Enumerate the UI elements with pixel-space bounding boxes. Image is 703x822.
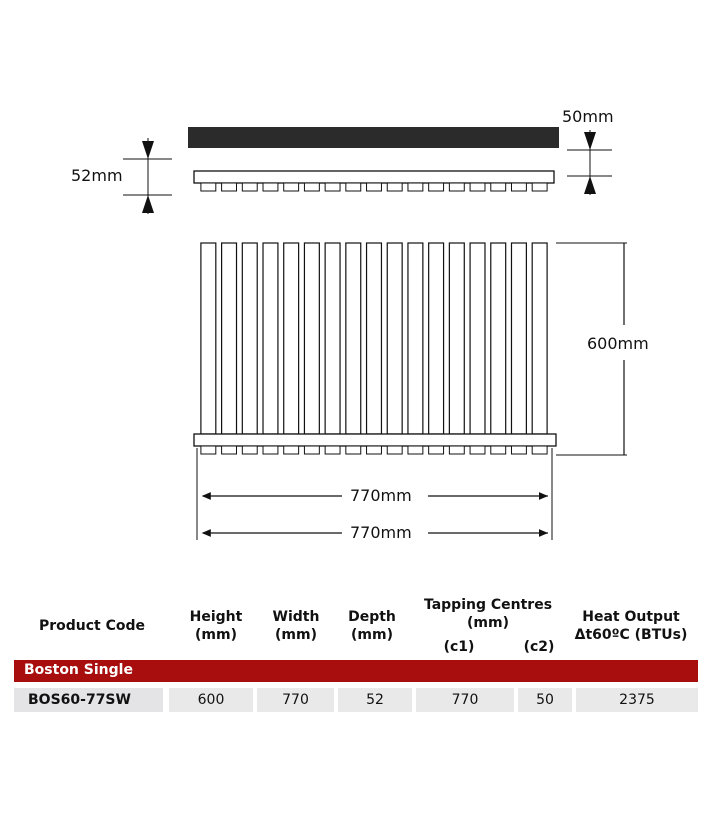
cell-height: 600: [169, 688, 253, 712]
arrow-down-icon: [584, 132, 596, 150]
width-label: 770mm: [350, 523, 412, 542]
front-tube: [470, 243, 485, 434]
header-width-title: Width: [272, 609, 320, 625]
top-tube: [263, 183, 278, 191]
tube-foot: [491, 446, 506, 454]
front-tube: [284, 243, 299, 434]
tube-foot: [449, 446, 464, 454]
top-tube: [242, 183, 257, 191]
tube-foot: [511, 446, 526, 454]
front-view-feet: [201, 446, 547, 454]
top-tube: [222, 183, 237, 191]
front-view-tubes: [201, 243, 547, 434]
tube-foot: [263, 446, 278, 454]
top-tube: [284, 183, 299, 191]
tube-foot: [532, 446, 547, 454]
height-label: 600mm: [587, 334, 649, 353]
header-width: [257, 608, 335, 644]
arrow-up-icon: [142, 195, 154, 213]
top-tube: [304, 183, 319, 191]
tube-foot: [470, 446, 485, 454]
cell-c2: 50: [518, 688, 572, 712]
depth-dimension: [71, 138, 172, 214]
top-view-tubes: [201, 183, 547, 191]
header-tapping: [418, 596, 558, 632]
height-dimension: [556, 243, 649, 455]
top-tube: [201, 183, 216, 191]
tube-foot: [346, 446, 361, 454]
header-width-unit: (mm): [275, 627, 317, 643]
wall-bar: [188, 127, 559, 148]
front-tube: [429, 243, 444, 434]
tube-foot: [284, 446, 299, 454]
tube-foot: [222, 446, 237, 454]
header-depth: [334, 608, 410, 644]
c2-dimension: [562, 107, 614, 195]
front-tube: [387, 243, 402, 434]
header-depth-title: Depth: [348, 609, 396, 625]
tube-foot: [201, 446, 216, 454]
top-tube: [470, 183, 485, 191]
spec-table: [14, 590, 698, 708]
tube-foot: [429, 446, 444, 454]
top-tube: [408, 183, 423, 191]
header-height-title: Height: [189, 609, 243, 625]
section-title: Boston Single: [24, 662, 133, 678]
front-tube: [491, 243, 506, 434]
front-tube: [201, 243, 216, 434]
top-tube: [346, 183, 361, 191]
header-depth-unit: (mm): [351, 627, 393, 643]
cell-width: 770: [257, 688, 334, 712]
front-tube: [408, 243, 423, 434]
tube-foot: [408, 446, 423, 454]
tube-foot: [242, 446, 257, 454]
tube-foot: [387, 446, 402, 454]
header-c2: (c2): [523, 639, 555, 655]
top-tube: [325, 183, 340, 191]
cell-product-code: BOS60-77SW: [14, 688, 163, 712]
tube-foot: [367, 446, 382, 454]
top-tube: [491, 183, 506, 191]
top-tube: [449, 183, 464, 191]
header-heat-unit: Δt60ºC (BTUs): [574, 627, 688, 643]
top-tube: [429, 183, 444, 191]
front-tube: [346, 243, 361, 434]
depth-label: 52mm: [71, 166, 123, 185]
header-c1: (c1): [443, 639, 475, 655]
header-height: [174, 608, 258, 644]
section-band: [14, 660, 698, 682]
front-tube: [263, 243, 278, 434]
front-tube: [532, 243, 547, 434]
header-heat-title: Heat Output: [582, 609, 680, 625]
width-dimensions: [197, 448, 552, 542]
top-tube: [511, 183, 526, 191]
top-tube: [387, 183, 402, 191]
cell-c1: 770: [416, 688, 514, 712]
header-heat-output: [566, 608, 696, 644]
front-tube: [511, 243, 526, 434]
front-tube: [367, 243, 382, 434]
table-row: [14, 688, 698, 712]
front-view-header-bar: [194, 434, 556, 446]
arrow-down-icon: [142, 141, 154, 159]
front-tube: [222, 243, 237, 434]
front-tube: [242, 243, 257, 434]
front-tube: [304, 243, 319, 434]
top-view: [188, 127, 559, 191]
table-header: [14, 590, 698, 660]
top-tube: [532, 183, 547, 191]
front-view: [194, 243, 556, 454]
cell-heat-output: 2375: [576, 688, 698, 712]
cell-depth: 52: [338, 688, 412, 712]
header-tapping-title: Tapping Centres: [423, 597, 553, 613]
c2-label: 50mm: [562, 107, 614, 126]
front-tube: [449, 243, 464, 434]
tube-foot: [304, 446, 319, 454]
top-tube: [367, 183, 382, 191]
arrow-up-icon: [584, 176, 596, 194]
front-tube: [325, 243, 340, 434]
top-view-header-bar: [194, 171, 554, 183]
tube-foot: [325, 446, 340, 454]
c1-label: 770mm: [350, 486, 412, 505]
header-tapping-unit: (mm): [467, 615, 509, 631]
header-height-unit: (mm): [195, 627, 237, 643]
header-product-code: Product Code: [38, 618, 146, 634]
